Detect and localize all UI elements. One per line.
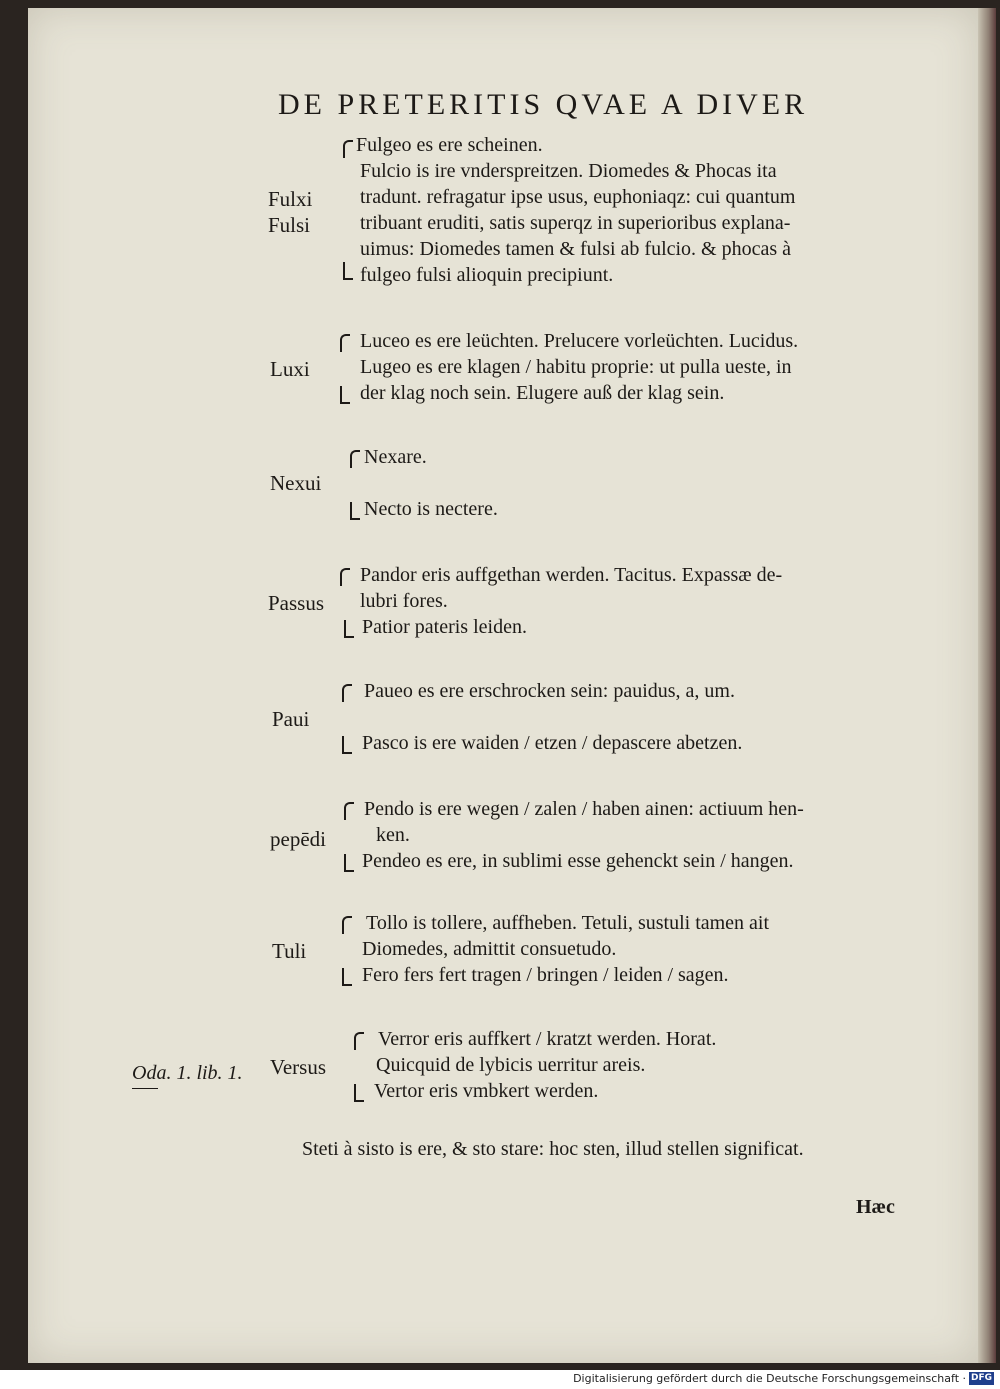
brace-open bbox=[354, 1032, 364, 1050]
margin-note-underline bbox=[132, 1088, 158, 1089]
entry-line: Pendeo es ere, in sublimi esse gehenckt sein / hangen. bbox=[362, 850, 794, 872]
entry-line: tradunt. refragatur ipse usus, euphoniaqz: cui quantum bbox=[360, 186, 796, 208]
margin-note: Oda. 1. lib. 1. bbox=[132, 1062, 243, 1084]
brace-open bbox=[342, 684, 352, 702]
entry-line: Vertor eris vmbkert werden. bbox=[374, 1080, 599, 1102]
entry-line: Fulcio is ire vnderspreitzen. Diomedes & Phocas ita bbox=[360, 160, 777, 182]
brace-close bbox=[342, 736, 352, 754]
brace-open bbox=[343, 140, 353, 158]
dfg-logo: DFG bbox=[970, 1373, 992, 1383]
entry-line: Fero fers fert tragen / bringen / leiden / sagen. bbox=[362, 964, 729, 986]
brace-open bbox=[340, 568, 350, 586]
entry-line: Tollo is tollere, auffheben. Tetuli, sustuli tamen ait bbox=[366, 912, 770, 934]
brace-close bbox=[350, 502, 360, 520]
entry-line: Necto is nectere. bbox=[364, 498, 498, 520]
headword-line: Fulxi bbox=[268, 187, 313, 211]
headword bbox=[270, 470, 321, 496]
headword-line: Nexui bbox=[270, 471, 322, 495]
headword-line: Luxi bbox=[270, 357, 310, 381]
entry-line: Lugeo es ere klagen / habitu proprie: ut pulla ueste, in bbox=[360, 356, 792, 378]
entry-line: ken. bbox=[376, 824, 410, 846]
entry-line: uimus: Diomedes tamen & fulsi ab fulcio. & phocas à bbox=[360, 238, 792, 260]
headword-line: Fulsi bbox=[268, 213, 311, 237]
headword bbox=[272, 938, 306, 964]
headword bbox=[268, 186, 312, 238]
entry-line: Fulgeo es ere scheinen. bbox=[356, 134, 543, 156]
headword-line: Versus bbox=[270, 1055, 326, 1079]
headword-line: pepēdi bbox=[270, 827, 326, 851]
entry-line: Patior pateris leiden. bbox=[362, 616, 527, 638]
headword-line: Passus bbox=[268, 591, 325, 615]
entry-line: tribuant eruditi, satis superqz in superioribus explana- bbox=[360, 212, 791, 234]
entry-line: Nexare. bbox=[364, 446, 427, 468]
headword bbox=[272, 706, 309, 732]
brace-close bbox=[342, 968, 352, 986]
page-edge bbox=[978, 8, 996, 1363]
brace-open bbox=[340, 334, 350, 352]
entry-line: Verror eris auffkert / kratzt werden. Horat. bbox=[378, 1028, 717, 1050]
entry-line: Quicquid de lybicis uerritur areis. bbox=[376, 1054, 646, 1076]
brace-close bbox=[354, 1084, 364, 1102]
brace-close bbox=[344, 854, 354, 872]
headword bbox=[268, 590, 324, 616]
entry-line: der klag noch sein. Elugere auß der klag sein. bbox=[360, 382, 725, 404]
entry-line: Pendo is ere wegen / zalen / haben ainen: actiuum hen- bbox=[364, 798, 804, 820]
headword-line: Paui bbox=[272, 707, 310, 731]
headword bbox=[270, 826, 326, 852]
entry-line: Paueo es ere erschrocken sein: pauidus, a, um. bbox=[364, 680, 735, 702]
entry-line: Luceo es ere leüchten. Prelucere vorleüchten. Lucidus. bbox=[360, 330, 799, 352]
brace-close bbox=[344, 620, 354, 638]
brace-close bbox=[340, 386, 350, 404]
brace-close bbox=[343, 262, 353, 280]
brace-open bbox=[344, 802, 354, 820]
headword bbox=[270, 1054, 326, 1080]
headword bbox=[270, 356, 310, 382]
closing-line: Steti à sisto is ere, & sto stare: hoc sten, illud stellen significat. bbox=[302, 1138, 804, 1160]
catchword: Hæc bbox=[856, 1196, 895, 1218]
footer-credit: Digitalisierung gefördert durch die Deutsche Forschungsgemeinschaft · bbox=[573, 1372, 966, 1385]
entry-line: fulgeo fulsi alioquin precipiunt. bbox=[360, 264, 614, 286]
entry-line: lubri fores. bbox=[360, 590, 448, 612]
entry-line: Pandor eris auffgethan werden. Tacitus. Expassæ de- bbox=[360, 564, 783, 586]
entry-line: Diomedes, admittit consuetudo. bbox=[362, 938, 617, 960]
brace-open bbox=[342, 916, 352, 934]
brace-open bbox=[350, 450, 360, 468]
headword-line: Tuli bbox=[272, 939, 307, 963]
entry-line: Pasco is ere waiden / etzen / depascere abetzen. bbox=[362, 732, 743, 754]
running-head: DE PRETERITIS QVAE A DIVER bbox=[278, 88, 809, 121]
